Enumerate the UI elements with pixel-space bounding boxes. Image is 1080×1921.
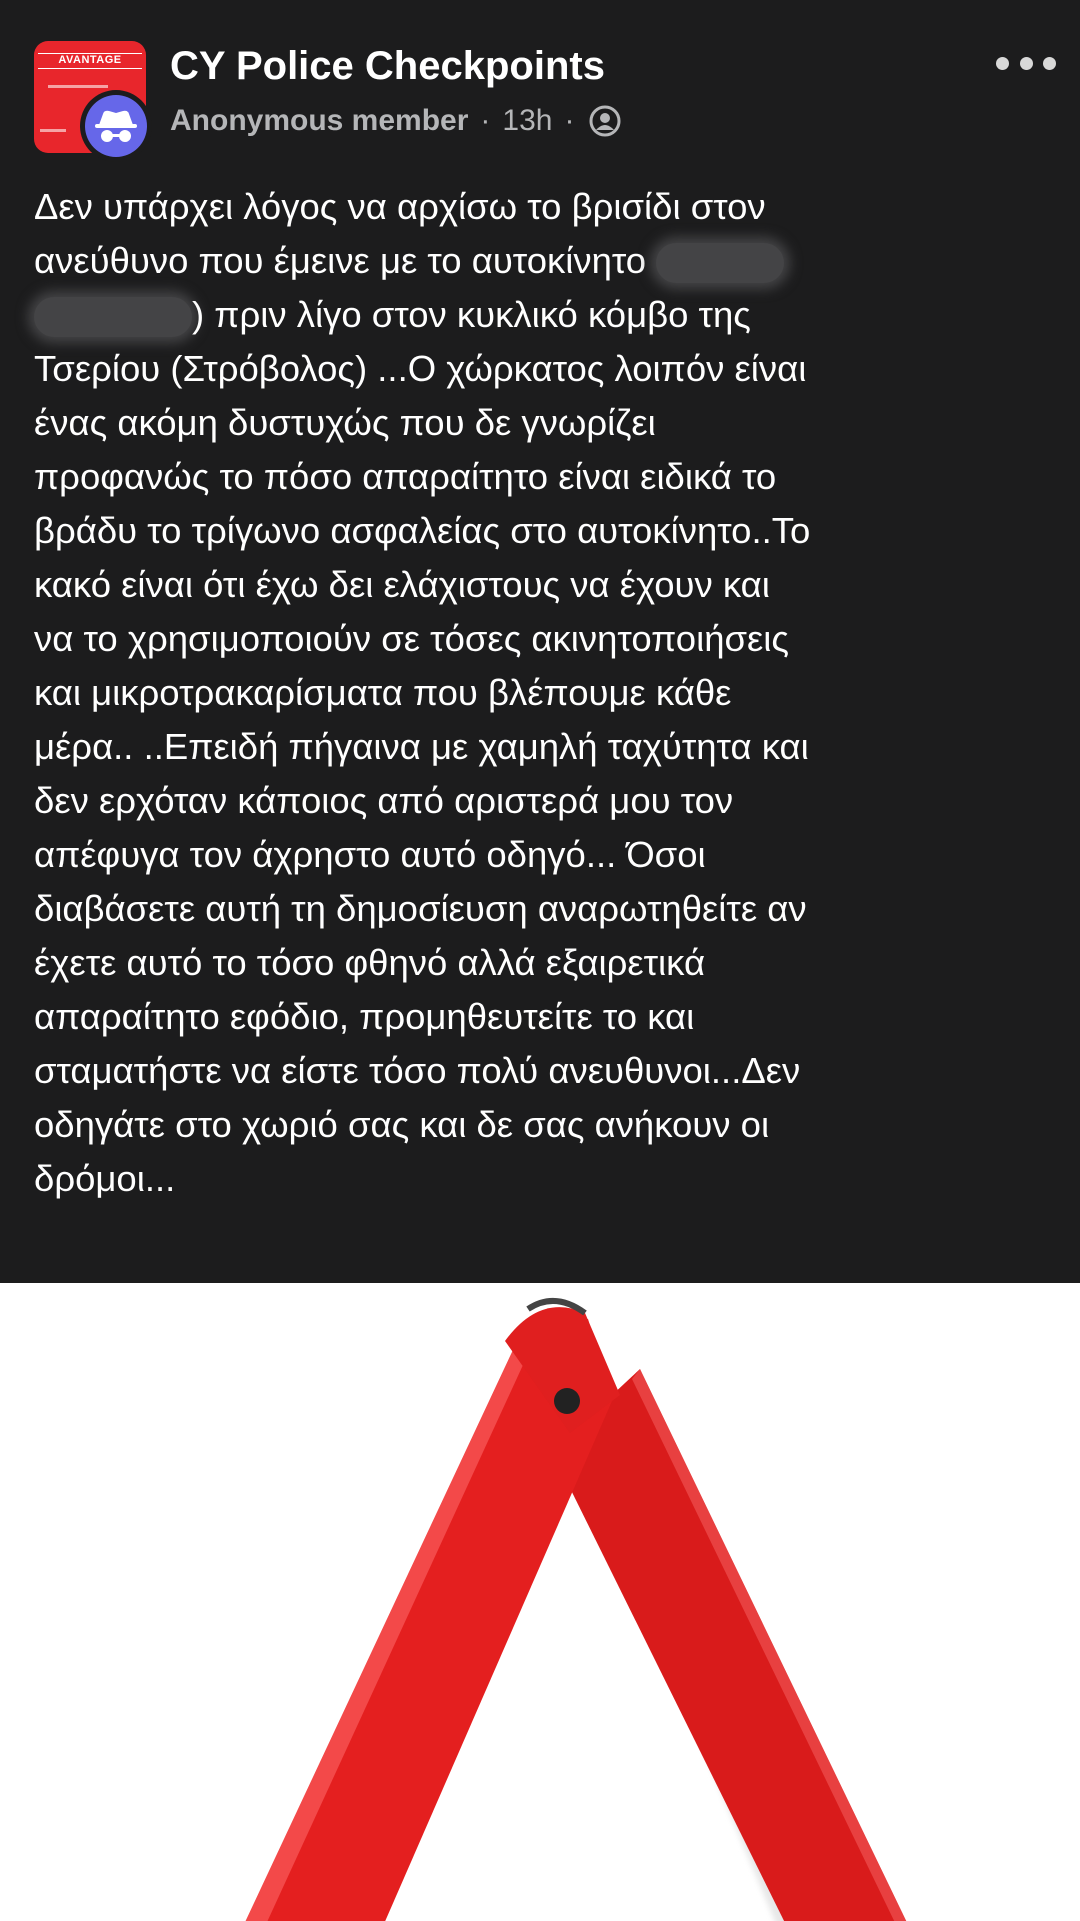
post-text-line (34, 288, 1064, 342)
post-text-line (34, 234, 1064, 288)
post-text-segment: ανεύθυνο που έμεινε με το αυτοκίνητο (34, 240, 647, 281)
post-text-line: απέφυγα τον άχρηστο αυτό οδηγό... Όσοι (34, 834, 706, 875)
group-name[interactable]: CY Police Checkpoints (170, 44, 605, 88)
more-icon[interactable] (996, 48, 1056, 78)
post-text-line: διαβάσετε αυτή τη δημοσίευση αναρωτηθείτε αν (34, 888, 807, 929)
post-text-line: οδηγάτε στο χωριό σας και δε σας ανήκουν οι (34, 1104, 770, 1145)
post-text-line: κακό είναι ότι έχω δει ελάχιστους να έχουν και (34, 564, 770, 605)
post-text-line: ένας ακόμη δυστυχώς που δε γνωρίζει (34, 402, 656, 443)
group-avatar-detail (48, 85, 108, 88)
redaction-blur (34, 297, 192, 337)
post-text-line: προφανώς το πόσο απαραίτητο είναι ειδικά το (34, 456, 777, 497)
post-photo[interactable] (0, 1283, 1080, 1921)
post-text-line: δρόμοι... (34, 1158, 176, 1199)
post-text-line: έχετε αυτό το τόσο φθηνό αλλά εξαιρετικά (34, 942, 706, 983)
meta-separator: · (480, 104, 491, 137)
post-text-line: μέρα.. ..Επειδή πήγαινα με χαμηλή ταχύτητα και (34, 726, 809, 767)
meta-separator: · (564, 104, 575, 137)
post-text-line: Δεν υπάρχει λόγος να αρχίσω το βρισίδι στον (34, 186, 766, 227)
post-text-line: Τσερίου (Στρόβολος) ...Ο χώρκατος λοιπόν είναι (34, 348, 807, 389)
group-members-icon (588, 104, 622, 138)
post-text-line: δεν ερχόταν κάποιος από αριστερά μου τον (34, 780, 734, 821)
post-text-line: να το χρησιμοποιούν σε τόσες ακινητοποιήσεις (34, 618, 789, 659)
group-avatar-detail (40, 129, 66, 132)
redaction-blur (656, 243, 784, 283)
anonymous-avatar[interactable] (80, 90, 152, 162)
post-text-line: σταματήστε να είστε τόσο πολύ ανευθυνοι...Δεν (34, 1050, 801, 1091)
post-text-line: βράδυ το τρίγωνο ασφαλείας στο αυτοκίνητο..Το (34, 510, 811, 551)
group-avatar-label: AVANTAGE (38, 53, 142, 69)
post-meta (170, 104, 622, 138)
post-text-segment: ) πριν λίγο στον κυκλικό κόμβο της (192, 294, 751, 335)
author-name[interactable]: Anonymous member (170, 104, 469, 137)
post-text-line: και μικροτρακαρίσματα που βλέπουμε κάθε (34, 672, 732, 713)
post-header (0, 0, 1080, 160)
anonymous-icon (85, 95, 147, 157)
triangle-rivet (554, 1388, 580, 1414)
warning-triangle-image (0, 1283, 1080, 1921)
post-text-line: απαραίτητο εφόδιο, προμηθευτείτε το και (34, 996, 695, 1037)
post-time[interactable]: 13h (502, 104, 553, 137)
post-text (34, 180, 1064, 1206)
